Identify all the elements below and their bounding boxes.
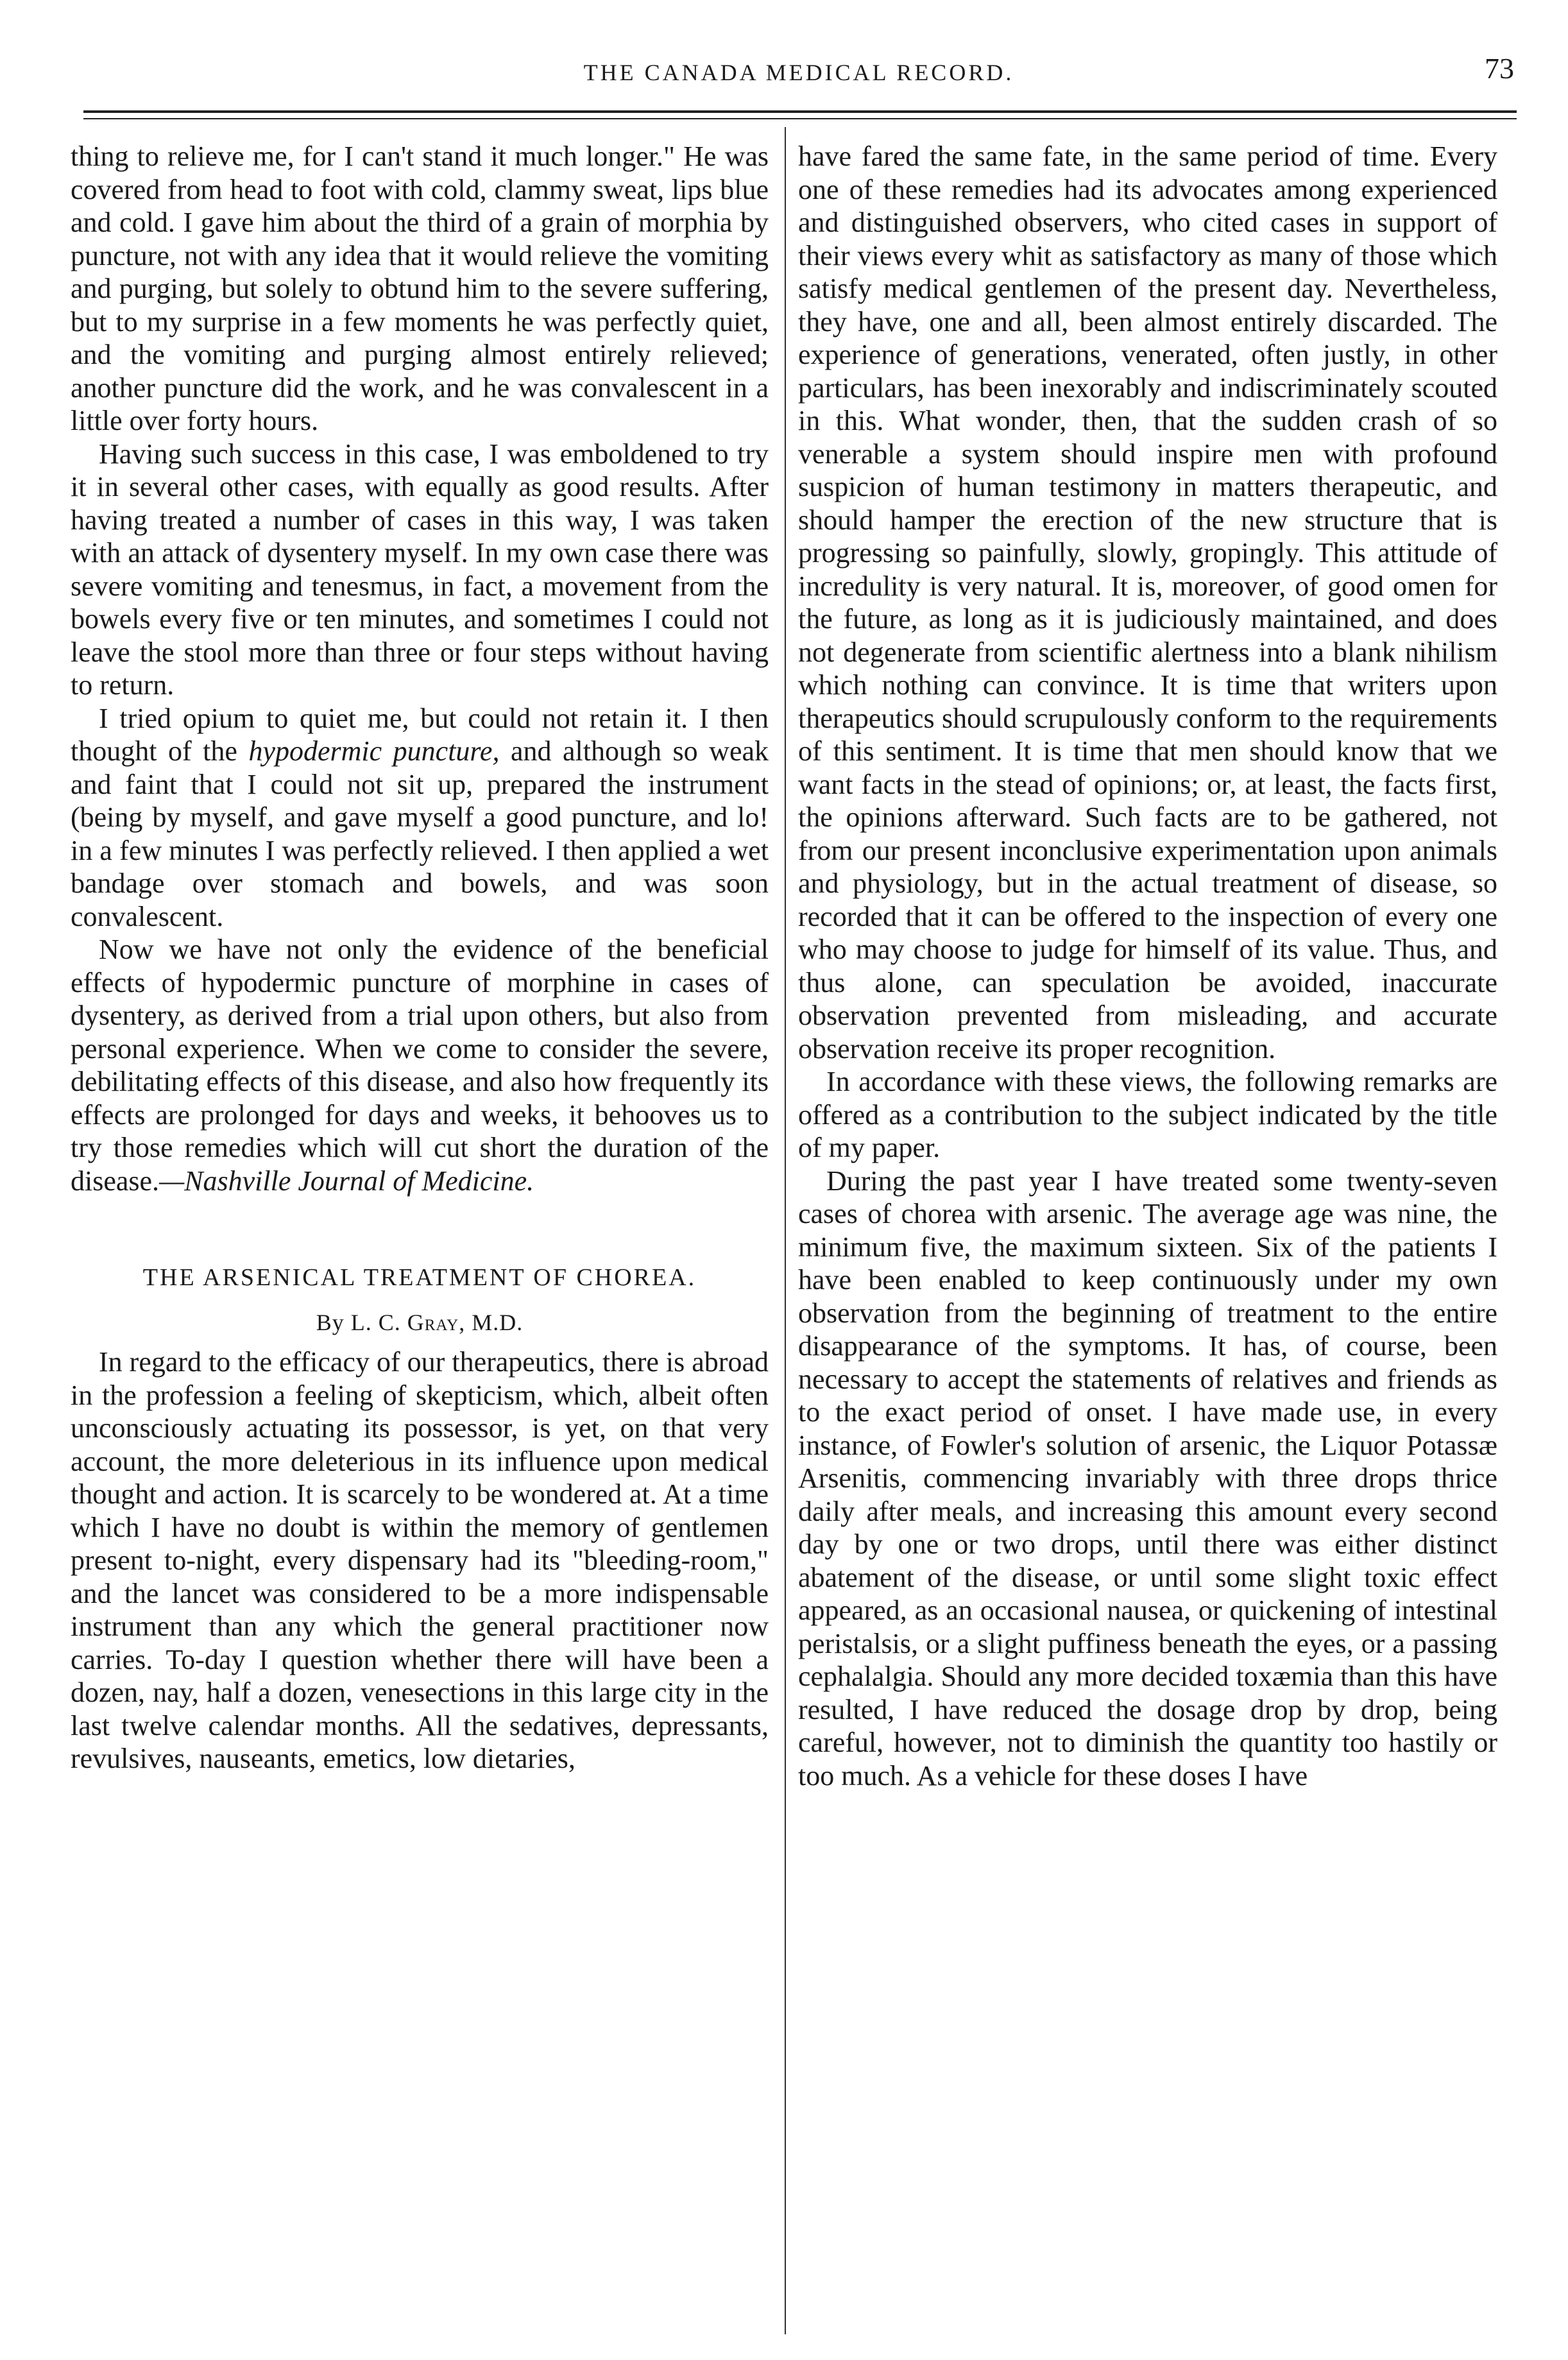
paragraph: In regard to the efficacy of our therapeutics, there is abroad in the profession a feeling of skepticism, which, albeit often unconsciously actuating its possessor, is yet, on that very account, the more deleterious in its influence upon medical thought and action. It is scarcely to be wondered at. At a time which I have no doubt is within the memory of gentlemen present to-night, every dispensary had its "bleeding-room," and the lancet was considered to be a more indispensable instrument than any which the general practitioner now carries. To-day I question whether there will have been a dozen, nay, half a dozen, venesections in this large city in the last twelve calendar months. All the sedatives, depressants, revulsives, nauseants, emetics, low dietaries, — [71, 1346, 769, 1774]
header-rule-thick — [83, 110, 1517, 113]
journal-title: THE CANADA MEDICAL RECORD. — [583, 60, 1014, 85]
left-column — [71, 140, 769, 2334]
paragraph: Having such success in this case, I was emboldened to try it in several other cases, with equally as good results. After having treated a number of cases in this way, I was taken with an attack of dysentery myself. In my own case there was severe vomiting and tenesmus, in fact, a movement from the bowels every five or ten minutes, and sometimes I could not leave the stool more than three or four steps without having to return. — [71, 438, 769, 701]
paragraph: In accordance with these views, the following remarks are offered as a contribution to the subject indicated by the title of my paper. — [798, 1066, 1497, 1163]
citation: —Nashville Journal of Medicine. — [159, 1165, 534, 1197]
header-rule-thin — [83, 118, 1517, 119]
paragraph: thing to relieve me, for I can't stand it much longer." He was covered from head to foot with cold, clammy sweat, lips blue and cold. I gave him about the third of a grain of morphia by puncture, not with any idea that it would relieve the vomiting and purging, but solely to obtund him to the severe suffering, but to my surprise in a few moments he was perfectly quiet, and the vomiting and purging almost entirely relieved; another puncture did the work, and he was convalescent in a little over forty hours. — [71, 141, 769, 436]
paragraph — [71, 933, 769, 1197]
italic-phrase: hypodermic puncture, — [248, 735, 500, 767]
article-heading: THE ARSENICAL TREATMENT OF CHOREA. — [142, 1264, 697, 1291]
column-divider — [785, 127, 786, 2334]
paragraph: During the past year I have treated some twenty-seven cases of chorea with arsenic. The average age was nine, the minimum five, the maximum sixteen. Six of the patients I have been enabled to keep continuously under my own observation from the beginning of treatment to the entire disappearance of the symptoms. It has, of course, been necessary to accept the statements of relatives and friends as to the exact period of onset. I have made use, in every instance, of Fowler's solution of arsenic, the Liquor Potassæ Arsenitis, commencing invariably with three drops thrice daily after meals, and increasing this amount every second day by one or two drops, until there was either distinct abatement of the disease, or until some slight toxic effect appeared, as an occasional nausea, or quickening of intestinal peristalsis, or a slight puffiness beneath the eyes, or a passing cephalalgia. Should any more decided toxæmia than this have resulted, I have reduced the dosage drop by drop, being careful, however, not to diminish the quantity too hastily or too much. As a vehicle for these doses I have — [798, 1165, 1497, 1791]
right-column — [798, 140, 1497, 2334]
paragraph-text: I tried opium to quiet me, but could not retain it. I then thought of the — [71, 702, 769, 767]
byline-author: L. C. Gray — [350, 1309, 459, 1335]
paragraph-text: and although so weak and faint that I could not sit up, prepared the instrument (being by myself, and gave myself a good puncture, and lo! in a few minutes I was perfectly relieved. I then applied a wet bandage over stomach and bowels, and was soon convalescent. — [71, 735, 769, 932]
page-header — [83, 45, 1514, 103]
byline-prefix: By — [316, 1309, 351, 1335]
paragraph — [71, 702, 769, 934]
page-number: 73 — [1485, 52, 1514, 85]
paragraph: have fared the same fate, in the same period of time. Every one of these remedies had its advocates among experienced and distinguished observers, who cited cases in support of their views every whit as satisfactory as many of those which satisfy medical gentlemen of the present day. Nevertheless, they have, one and all, been almost entirely discarded. The experience of generations, venerated, often justly, in other particulars, has been inexorably and indiscriminately scouted in this. What wonder, then, that the sudden crash of so venerable a system should inspire men with profound suspicion of human testimony in matters therapeutic, and should hamper the erection of the new structure that is progressing so painfully, slowly, gropingly. This attitude of incredulity is very natural. It is, moreover, of good omen for the future, as long as it is judiciously maintained, and does not degenerate from scientific alertness into a blank nihilism which nothing can convince. It is time that writers upon therapeutics should scrupulously conform to the requirements of this sentiment. It is time that men should know that we want facts in the stead of opinions; or, at least, the facts first, the opinions afterward. Such facts are to be gathered, not from our present inconclusive experimentation upon animals and physiology, but in the actual treatment of disease, so recorded that it can be offered to the inspection of every one who may choose to judge for himself of its value. Thus, and thus alone, can speculation be avoided, inaccurate observation prevented from misleading, and accurate observation receive its proper recognition. — [798, 141, 1497, 1065]
byline-suffix: , M.D. — [459, 1309, 524, 1335]
paragraph-text: Now we have not only the evidence of the beneficial effects of hypodermic puncture of morphine in cases of dysentery, as derived from a trial upon others, but also from personal experience. When we come to consider the severe, debilitating effects of this disease, and also how frequently its effects are prolonged for days and weeks, it behooves us to try those remedies which will cut short the duration of the disease. — [71, 934, 769, 1197]
article-byline — [71, 1306, 769, 1340]
